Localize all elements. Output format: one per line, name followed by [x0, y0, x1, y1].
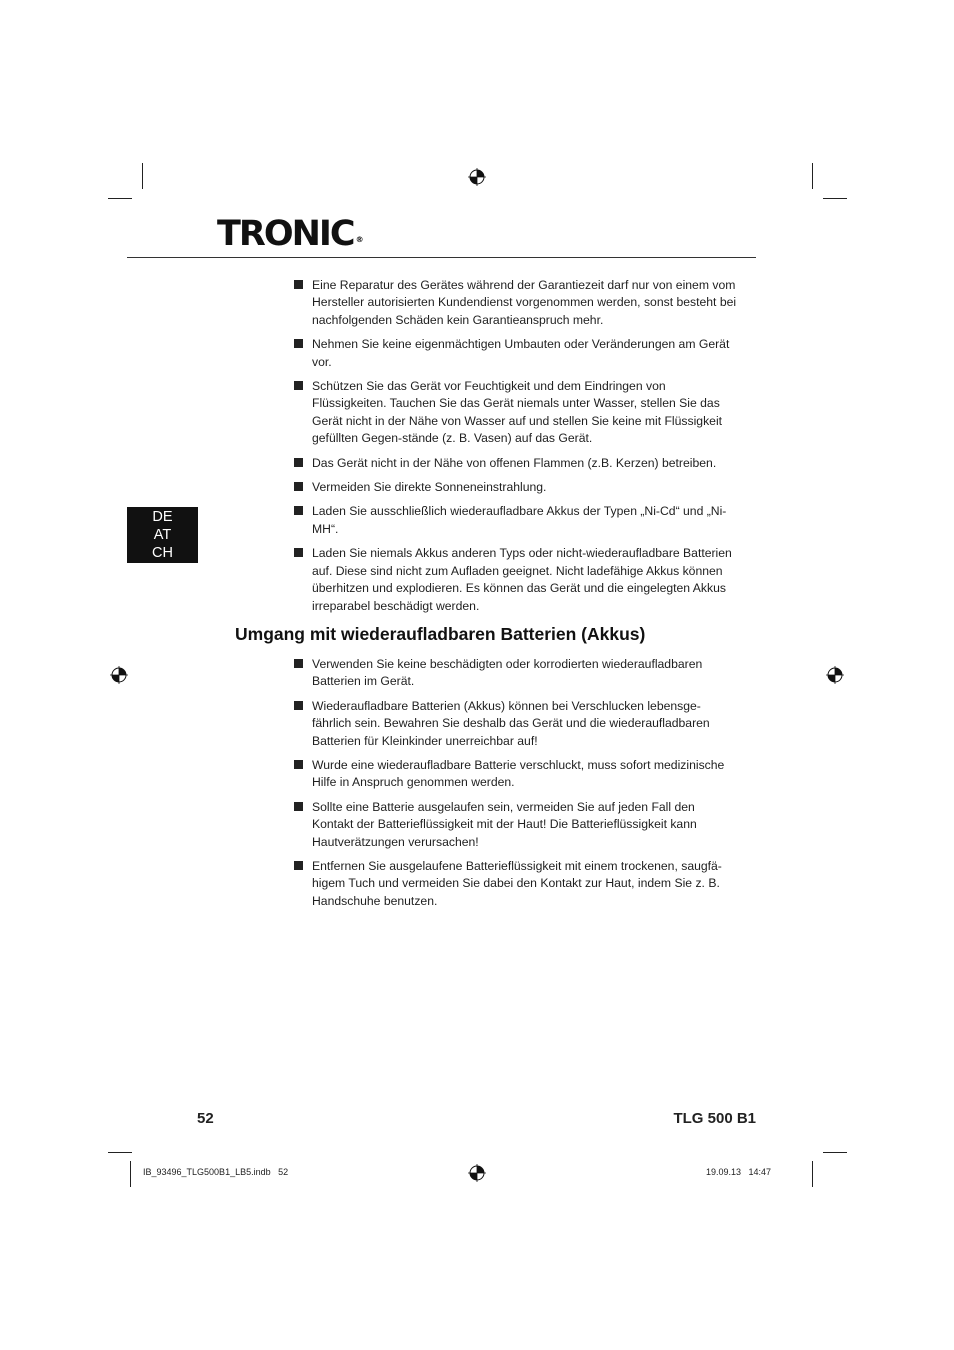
list-item: [293, 698, 738, 750]
list-item-text: Entfernen Sie ausgelaufene Batterieflüssigkeit mit einem trockenen, saugfä-higem Tuch und vermeiden Sie dabei den Kontakt zur Haut, indem Sie z. B. Handschuhe benutzen.: [312, 859, 722, 908]
list-item: [293, 455, 738, 472]
list-item: [293, 503, 738, 538]
page-number: 52: [197, 1110, 214, 1127]
list-item: [293, 799, 738, 851]
crop-mark: [108, 198, 132, 199]
list-item-text: Schützen Sie das Gerät vor Feuchtigkeit und dem Eindringen von Flüssigkeiten. Tauchen Sie das Gerät niemals unter Wasser, stellen Sie das Gerät nicht in der Nähe von Wasser auf und stellen Sie keine mit Flüssigkeit gefüllten Gegen-stände (z. B. Vasen) auf das Gerät.: [312, 379, 723, 446]
list-item-text: Verwenden Sie keine beschädigten oder korrodierten wiederaufladbaren Batterien im Gerät.: [312, 657, 703, 689]
registration-mark-icon: [110, 666, 128, 684]
crop-mark: [812, 163, 813, 189]
square-bullet-icon: [294, 506, 303, 515]
square-bullet-icon: [294, 861, 303, 870]
square-bullet-icon: [294, 701, 303, 710]
crop-mark: [130, 1161, 131, 1187]
crop-mark: [812, 1161, 813, 1187]
list-item-text: Sollte eine Batterie ausgelaufen sein, vermeiden Sie auf jeden Fall den Kontakt der Batterieflüssigkeit mit der Haut! Die Batterieflüssigkeit kann Hautverätzungen verursachen!: [312, 799, 697, 849]
section-heading: Umgang mit wiederaufladbaren Batterien (Akkus): [235, 624, 646, 644]
list-item: [293, 656, 738, 691]
list-item-text: Nehmen Sie keine eigenmächtigen Umbauten oder Veränderungen am Gerät vor.: [312, 337, 730, 369]
square-bullet-icon: [294, 659, 303, 668]
square-bullet-icon: [294, 548, 303, 557]
crop-mark: [108, 1152, 132, 1153]
crop-mark: [823, 198, 847, 199]
list-item-text: Vermeiden Sie direkte Sonneneinstrahlung.: [312, 480, 547, 495]
list-item: [293, 479, 738, 496]
registration-mark-icon: [826, 666, 844, 684]
language-tab: [127, 507, 198, 563]
list-item: [293, 277, 738, 329]
square-bullet-icon: [294, 381, 303, 390]
square-bullet-icon: [294, 802, 303, 811]
list-item-text: Laden Sie niemals Akkus anderen Typs oder nicht-wiederaufladbare Batterien auf. Diese sind nicht zum Aufladen geeignet. Nicht ladefähige Akkus können überhitzen und explodieren. Es können das Gerät und die eingelegten Akkus irreparabel beschädigt werden.: [312, 546, 732, 613]
list-item-text: Wiederaufladbare Batterien (Akkus) können bei Verschlucken lebensge-fährlich sein. Bewahren Sie deshalb das Gerät und die wiederaufladbaren Batterien für Kleinkinder unerreichbar auf!: [312, 698, 710, 748]
registration-mark-icon: [468, 1164, 486, 1182]
list-item-text: Wurde eine wiederaufladbare Batterie verschluckt, muss sofort medizinische Hilfe in Anspruch genommen werden.: [312, 758, 725, 790]
language-code: CH: [152, 545, 173, 561]
safety-list: [293, 277, 738, 615]
language-code: AT: [153, 527, 172, 543]
list-item: [293, 545, 738, 615]
list-item: [293, 336, 738, 371]
brand-name: TRONIC: [217, 214, 354, 254]
brand-logo: [217, 214, 362, 254]
battery-list: [293, 656, 738, 910]
brand-trademark: ®: [355, 235, 364, 244]
square-bullet-icon: [294, 280, 303, 289]
square-bullet-icon: [294, 760, 303, 769]
crop-mark: [142, 163, 143, 189]
list-item-text: Eine Reparatur des Gerätes während der Garantiezeit darf nur von einem vom Hersteller autorisierten Kundendienst vorgenommen werden, sonst besteht bei nachfolgenden Schäden kein Garantieanspruch mehr.: [312, 278, 737, 327]
list-item-text: Laden Sie ausschließlich wiederaufladbare Akkus der Typen „Ni-Cd“ und „Ni-MH“.: [312, 504, 727, 536]
language-code: DE: [152, 509, 173, 525]
crop-mark: [823, 1152, 847, 1153]
print-file-info: IB_93496_TLG500B1_LB5.indb 52: [143, 1167, 289, 1177]
square-bullet-icon: [294, 482, 303, 491]
list-item: [293, 378, 738, 448]
square-bullet-icon: [294, 458, 303, 467]
model-name: TLG 500 B1: [673, 1110, 756, 1127]
print-date-info: 19.09.13 14:47: [706, 1167, 772, 1177]
header-rule: [127, 257, 756, 258]
list-item: [293, 757, 738, 792]
registration-mark-icon: [468, 168, 486, 186]
list-item-text: Das Gerät nicht in der Nähe von offenen Flammen (z.B. Kerzen) betreiben.: [312, 455, 717, 470]
list-item: [293, 858, 738, 910]
square-bullet-icon: [294, 339, 303, 348]
